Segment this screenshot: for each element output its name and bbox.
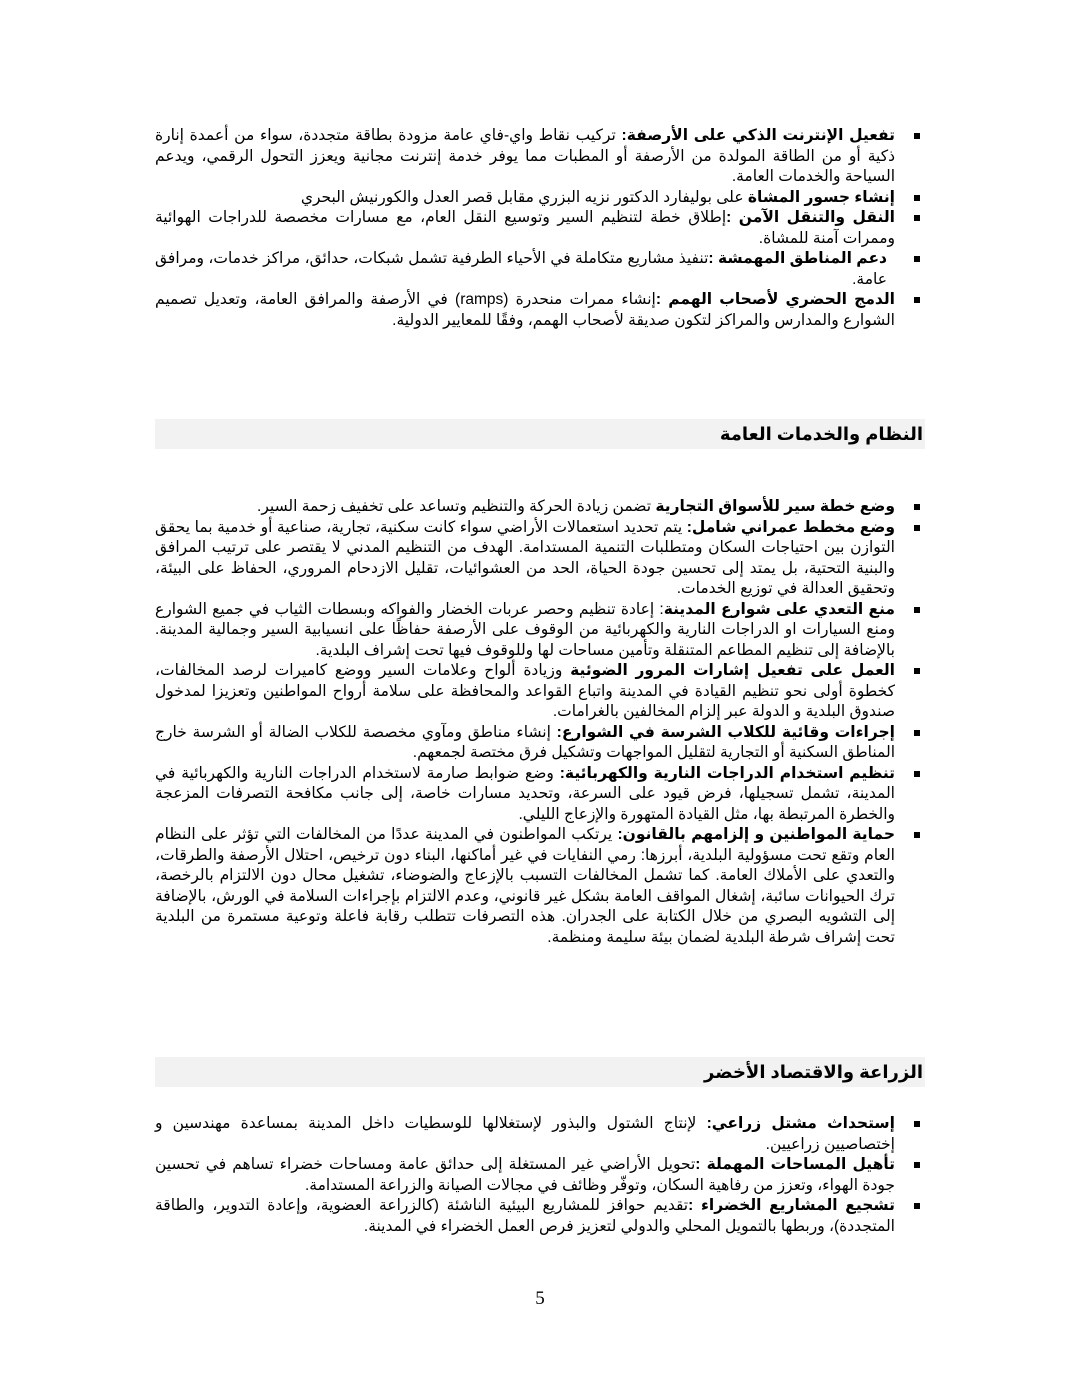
item-text: لإنتاج الشتول والبذور لإستغلالها للوسطيات داخل المدينة بمساعدة مهندسين و إختصاصيين زراعيين. <box>155 1115 895 1153</box>
item-text: تركيب نقاط واي-فاي عامة مزودة بطاقة متجددة، سواء من أعمدة إنارة ذكية أو من الطاقة المولدة من الأرصفة أو المطبات مما يوفر خدمة إنترنت مجانية ويعزز التحول الرقمي، ويدعم السياحة والخدمات العامة. <box>155 127 895 185</box>
intro-bullet-list <box>155 126 925 331</box>
item-text: تحويل الأراضي غير المستغلة إلى حدائق عامة ومساحات خضراء تساهم في تحسين جودة الهواء، وتعزز من رفاهية السكان، وتوفّر وظائف في مجالات الصيانة والزراعة المستدامة. <box>155 1156 895 1194</box>
bullet-square-icon <box>914 832 920 838</box>
green-bullet-list <box>155 1114 925 1237</box>
bullet-square-icon <box>914 668 920 674</box>
list-item <box>155 249 925 290</box>
bullet-square-icon <box>914 256 920 262</box>
item-text: إطلاق خطة لتنظيم السير وتوسيع النقل العام، مع مسارات مخصصة للدراجات الهوائية وممرات آمنة للمشاة. <box>155 209 895 247</box>
item-text: يتم تحديد استعمالات الأراضي سواء كانت سكنية، تجارية، صناعية أو خدمية بما يحقق التوازن بين احتياجات السكان ومتطلبات التنمية المستدامة. الهدف من التنظيم المدني لا يقتصر على ترتيب المرافق والبنية التحتية، بل يمتد إلى تحسين جودة الحياة، الحد من العشوائيات، تقليل الازدحام المروري، الحفاظ على البيئة، وتحقيق العدالة في توزيع الخدمات. <box>155 518 895 597</box>
item-title: تأهيل المساحات المهملة : <box>695 1156 895 1173</box>
item-title: إستحداث مشتل زراعي: <box>706 1115 895 1132</box>
item-title: إجراءات وقائية للكلاب الشرسة في الشوارع: <box>556 723 895 741</box>
list-item <box>155 290 925 331</box>
item-title: إنشاء جسور المشاة <box>747 188 895 206</box>
item-title: النقل والتنقل الآمن : <box>726 209 895 226</box>
list-item <box>155 188 925 209</box>
bullet-square-icon <box>914 771 920 777</box>
bullet-square-icon <box>914 297 920 303</box>
item-text: تنفيذ مشاريع متكاملة في الأحياء الطرفية تشمل شبكات، حدائق، مراكز خدمات، ومرافق عامة. <box>155 250 887 288</box>
list-item <box>155 208 925 249</box>
order-bullet-list <box>155 497 925 948</box>
item-title: العمل على تفعيل إشارات المرور الضوئية <box>570 662 895 679</box>
bullet-square-icon <box>914 525 920 531</box>
bullet-square-icon <box>914 730 920 736</box>
list-item <box>155 126 925 188</box>
item-title: تشجيع المشاريع الخضراء : <box>688 1197 895 1214</box>
item-text: على بوليفارد الدكتور نزيه البزري مقابل قصر العدل والكورنيش البحري <box>300 188 748 206</box>
list-item <box>155 1114 925 1155</box>
list-item <box>155 723 925 764</box>
list-item <box>155 1155 925 1196</box>
item-text: : إعادة تنظيم وحصر عربات الخضار والفواكه وبسطات الثياب في جميع الشوارع ومنع السيارات او الدراجات النارية والكهربائية من الوقوف على الأرصفة حفاظًا على انسيابية السير وجمالية المدينة. بالإضافة إلى تنظيم المطاعم المتنقلة وتأمين مساحات لها وللوقوف فيها تحت إشراف البلدية. <box>155 600 895 659</box>
item-text: وضع ضوابط صارمة لاستخدام الدراجات النارية والكهربائية في المدينة، تشمل تسجيلها، فرض قيود على السرعة، وتحديد مسارات خاصة، إلى جانب مكافحة التصرفات المزعجة والخطرة المرتبطة بها، مثل القيادة المتهورة والإزعاج الليلي. <box>155 764 895 823</box>
item-title: منع التعدي على شوارع المدينة <box>663 600 896 618</box>
item-text: إنشاء ممرات منحدرة (ramps) في الأرصفة والمرافق العامة، وتعديل تصميم الشوارع والمدارس والمراكز لتكون صديقة لأصحاب الهمم، وفقًا للمعايير الدولية. <box>155 291 895 329</box>
item-title: الدمج الحضري لأصحاب الهمم : <box>655 291 895 308</box>
bullet-square-icon <box>914 1203 920 1209</box>
page-number: 5 <box>535 1288 545 1309</box>
bullet-square-icon <box>914 1121 920 1127</box>
section-heading-green: الزراعة والاقتصاد الأخضر <box>155 1057 925 1087</box>
item-text: تضمن زيادة الحركة والتنظيم وتساعد على تخفيف زحمة السير. <box>257 498 656 515</box>
item-text: يرتكب المواطنون في المدينة عددًا من المخالفات التي تؤثر على النظام العام وتقع تحت مسؤولية البلدية، أبرزها: رمي النفايات في غير أماكنها، البناء دون ترخيص، احتلال الأرصفة والطرقات، والتعدي على الأملاك العامة. كما تشمل المخالفات التسبب بالإزعاج والضوضاء، تشغيل محال دون الالتزام بالرخصة، ترك الحيوانات سائبة، إشغال المواقف العامة بشكل غير قانوني، وعدم الالتزام بإجراءات السلامة في الورش، بالإضافة إلى التشويه البصري من خلال الكتابة على الجدران. هذه التصرفات تتطلب رقابة فاعلة وتوعية مستمرة من البلدية تحت إشراف شرطة البلدية لضمان بيئة سليمة ومنظمة. <box>155 826 895 946</box>
bullet-square-icon <box>914 1162 920 1168</box>
item-text: تقديم حوافز للمشاريع البيئية الناشئة (كالزراعة العضوية، وإعادة التدوير، والطاقة المتجددة)، وربطها بالتمويل المحلي والدولي لتعزيز فرص العمل الخضراء في المدينة. <box>155 1197 895 1235</box>
item-text: وزيادة ألواح وعلامات السير ووضع كاميرات لرصد المخالفات، كخطوة أولى نحو تنظيم القيادة في المدينة واتباع القواعد والمحافظة على سلامة أرواح المواطنين وتعزيزا لمدخول صندوق البلدية و الدولة عبر إلزام المخالفين بالغرامات. <box>155 662 895 720</box>
bullet-square-icon <box>914 133 920 139</box>
section-heading-order: النظام والخدمات العامة <box>155 419 925 449</box>
list-item <box>155 661 925 723</box>
bullet-square-icon <box>914 607 920 613</box>
item-title: دعم المناطق المهمشة : <box>708 250 887 267</box>
bullet-square-icon <box>914 215 920 221</box>
item-title: حماية المواطنين و إلزامهم بالقانون: <box>617 826 895 843</box>
list-item <box>155 497 925 518</box>
list-item <box>155 764 925 826</box>
bullet-square-icon <box>914 195 920 201</box>
item-title: وضع مخطط عمراني شامل: <box>686 518 895 536</box>
item-text: إنشاء مناطق ومآوي مخصصة للكلاب الضالة أو الشرسة خارج المناطق السكنية أو التجارية لتقليل المواجهات وتشكيل فرق مختصة لجمعهم. <box>155 723 895 761</box>
item-title: وضع خطة سير للأسواق التجارية <box>655 498 895 515</box>
bullet-square-icon <box>914 504 920 510</box>
list-item <box>155 1196 925 1237</box>
list-item <box>155 518 925 600</box>
item-title: تفعيل الإنترنت الذكي على الأرصفة: <box>621 127 895 144</box>
list-item <box>155 825 925 948</box>
list-item <box>155 600 925 662</box>
item-title: تنظيم استخدام الدراجات النارية والكهربائية: <box>559 764 895 782</box>
